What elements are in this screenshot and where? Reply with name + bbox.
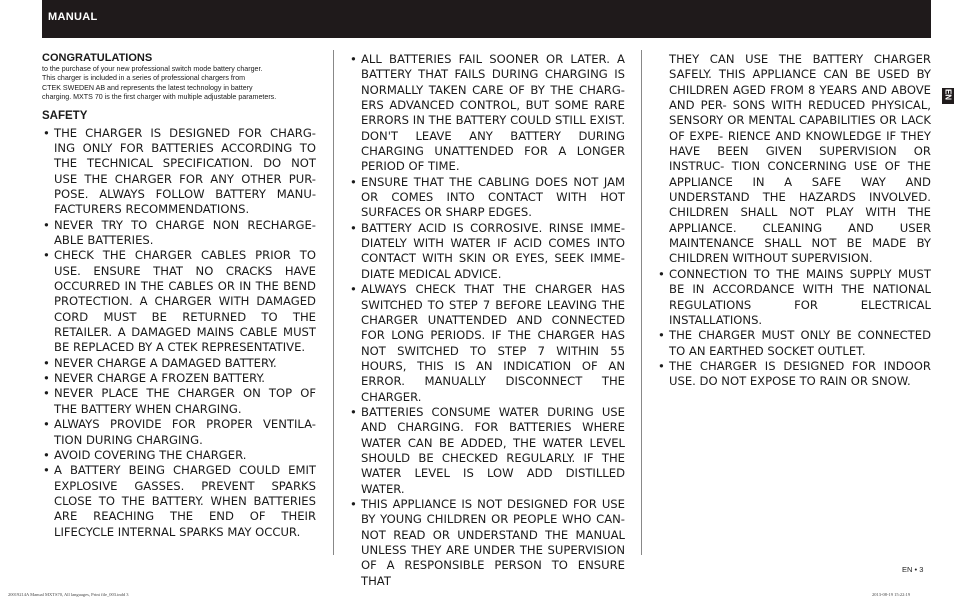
safety-item: • AVOID COVERING THE CHARGER. — [42, 448, 316, 463]
safety-item: • BATTERY ACID IS CORROSIVE. RINSE IMME- DIATELY WITH WATER IF ACID COMES INTO CONTACT WITH SKIN OR EYES, SEEK IMME- DIATE MEDICAL ADVICE. — [349, 221, 625, 282]
page-number: EN • 3 — [902, 565, 924, 574]
safety-item: • NEVER PLACE THE CHARGER ON TOP OF THE BATTERY WHEN CHARGING. — [42, 386, 316, 417]
safety-item: • NEVER TRY TO CHARGE NON RECHARGE- ABLE BATTERIES. — [42, 218, 316, 249]
safety-list-col1 — [42, 126, 316, 540]
safety-item: • ENSURE THAT THE CABLING DOES NOT JAM OR COMES INTO CONTACT WITH HOT SURFACES OR SHARP EDGES. — [349, 175, 625, 221]
safety-item: • A BATTERY BEING CHARGED COULD EMIT EXPLOSIVE GASSES. PREVENT SPARKS CLOSE TO THE BATTERY. WHEN BATTERIES ARE REACHING THE END OF THEIR LIFECYCLE INTERNAL SPARKS MAY OCCUR. — [42, 463, 316, 540]
safety-item: • ALWAYS PROVIDE FOR PROPER VENTILA- TION DURING CHARGING. — [42, 417, 316, 448]
column-1 — [42, 52, 316, 540]
safety-item: • BATTERIES CONSUME WATER DURING USE AND CHARGING. FOR BATTERIES WHERE WATER CAN BE ADDED, THE WATER LEVEL SHOULD BE CHECKED REGULARLY. IF THE WATER LEVEL IS LOW ADD DISTILLED WATER. — [349, 405, 625, 497]
safety-item: • THE CHARGER IS DESIGNED FOR CHARG- ING ONLY FOR BATTERIES ACCORDING TO THE TECHNICAL SPECIFICATION. DO NOT USE THE CHARGER FOR ANY OTHER PUR- POSE. ALWAYS FOLLOW BATTERY MANU- FACTURERS RECOMMENDATIONS. — [42, 126, 316, 218]
congratulations-heading: CONGRATULATIONS — [42, 52, 153, 64]
intro-line: charging. MXTS 70 is the first charger with multiple adjustable parameters. — [42, 93, 277, 102]
congratulations-intro — [42, 65, 316, 103]
safety-item: • THE CHARGER MUST ONLY BE CONNECTED TO AN EARTHED SOCKET OUTLET. — [657, 328, 931, 359]
safety-item: • NEVER CHARGE A DAMAGED BATTERY. — [42, 356, 316, 371]
column-2 — [349, 52, 625, 589]
safety-item: • CHECK THE CHARGER CABLES PRIOR TO USE. ENSURE THAT NO CRACKS HAVE OCCURRED IN THE CABLES OR IN THE BEND PROTECTION. A CHARGER WITH DAMAGED CORD MUST BE RETURNED TO THE RETAILER. A DAMAGED MAINS CABLE MUST BE REPLACED BY A CTEK REPRESENTATIVE. — [42, 248, 316, 355]
safety-heading: SAFETY — [42, 109, 88, 122]
safety-item: • THIS APPLIANCE IS NOT DESIGNED FOR USE BY YOUNG CHILDREN OR PEOPLE WHO CAN- NOT READ OR UNDERSTAND THE MANUAL UNLESS THEY ARE UNDER THE SUPERVISION OF A RESPONSIBLE PERSON TO ENSURE THAT — [349, 497, 625, 589]
language-tab-label: EN — [943, 88, 953, 101]
language-tab — [942, 88, 954, 104]
safety-item-continuation: THEY CAN USE THE BATTERY CHARGER SAFELY. THIS APPLIANCE CAN BE USED BY CHILDREN AGED FROM 8 YEARS AND ABOVE AND PER- SONS WITH REDUCED PHYSICAL, SENSORY OR MENTAL CAPABILITIES OR LACK OF EXPE- RIENCE AND KNOWLEDGE IF THEY HAVE BEEN GIVEN SUPERVISION OR INSTRUC- TION CONCERNING USE OF THE APPLIANCE IN A SAFE WAY AND UNDERSTAND THE HAZARDS INVOLVED. CHILDREN SHALL NOT PLAY WITH THE APPLIANCE. CLEANING AND USER MAINTENANCE SHALL NOT BE MADE BY CHILDREN WITHOUT SUPERVISION. — [669, 52, 931, 266]
safety-item: • ALL BATTERIES FAIL SOONER OR LATER. A BATTERY THAT FAILS DURING CHARGING IS NORMALLY TAKEN CARE OF BY THE CHARG- ERS ADVANCED CONTROL, BUT SOME RARE ERRORS IN THE BATTERY COULD STILL EXIST. DON'T LEAVE ANY BATTERY DURING CHARGING UNATTENDED FOR A LONGER PERIOD OF TIME. — [349, 52, 625, 175]
safety-list-col3 — [657, 267, 931, 390]
column-divider-1 — [333, 50, 334, 555]
column-divider-2 — [641, 50, 642, 555]
intro-line: to the purchase of your new professional switch mode battery charger. — [42, 65, 263, 73]
safety-item: • ALWAYS CHECK THAT THE CHARGER HAS SWITCHED TO STEP 7 BEFORE LEAVING THE CHARGER UNATTENDED AND CONNECTED FOR LONG PERIODS. IF THE CHARGER HAS NOT SWITCHED TO STEP 7 WITHIN 55 HOURS, THIS IS AN INDICATION OF AN ERROR. MANUALLY DISCONNECT THE CHARGER. — [349, 282, 625, 405]
footer-file-info: 20019214A Manual MXTS70, All languages, Print file_003.indd 3 — [8, 592, 129, 597]
header-bar — [42, 0, 931, 38]
header-title: MANUAL — [48, 11, 98, 23]
safety-item: • CONNECTION TO THE MAINS SUPPLY MUST BE IN ACCORDANCE WITH THE NATIONAL REGULATIONS FOR ELECTRICAL INSTALLATIONS. — [657, 267, 931, 328]
intro-line: CTEK SWEDEN AB and represents the latest technology in battery — [42, 83, 253, 92]
safety-list-col2 — [349, 52, 625, 589]
intro-line: This charger is included in a series of professional chargers from — [42, 74, 246, 83]
column-3 — [657, 52, 931, 390]
safety-item: • THE CHARGER IS DESIGNED FOR INDOOR USE. DO NOT EXPOSE TO RAIN OR SNOW. — [657, 359, 931, 390]
footer-timestamp: 2013-08-19 15:22:19 — [872, 592, 911, 597]
safety-item: • NEVER CHARGE A FROZEN BATTERY. — [42, 371, 316, 386]
